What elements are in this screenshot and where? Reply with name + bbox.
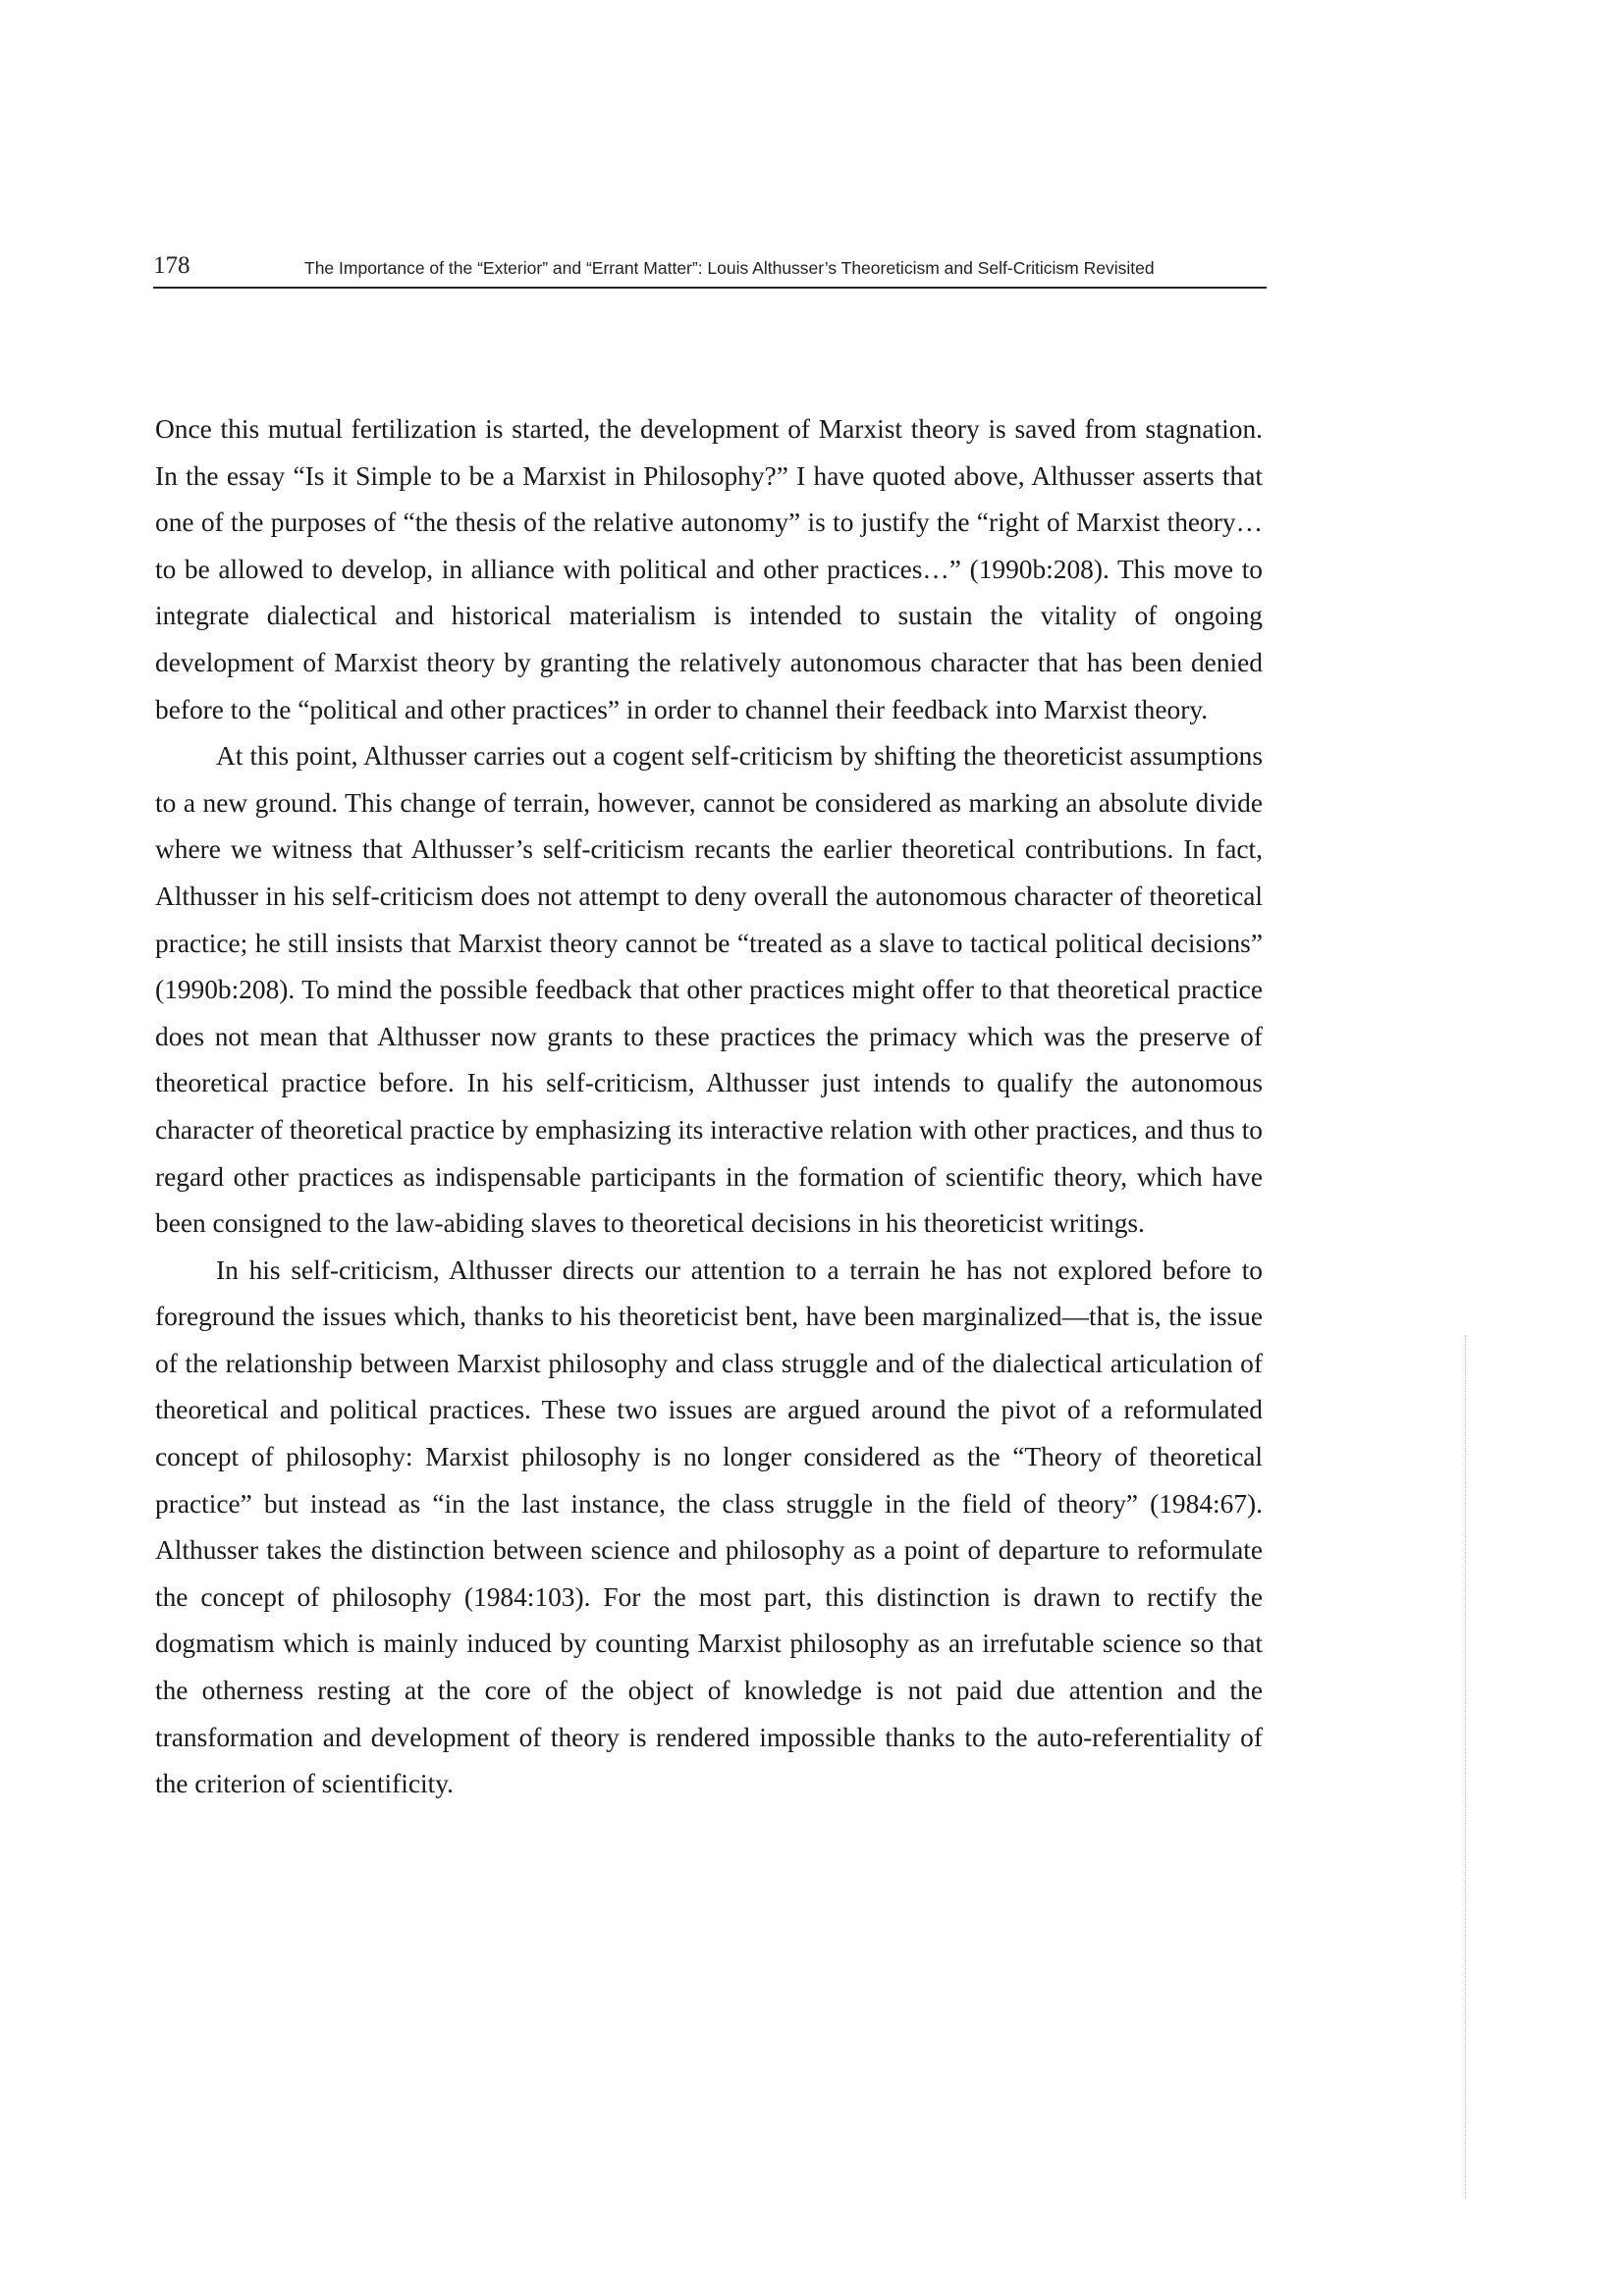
paragraph-2: At this point, Althusser carries out a cogent self-criticism by shifting the theoreticist assumptions to a new ground. This change of terrain, however, cannot be considered as marking an absolute divide where we witness that Althusser’s self-criticism recants the earlier theoretical contributions. In fact, Althusser in his self-criticism does not attempt to deny overall the autonomous character of theoretical practice; he still insists that Marxist theory cannot be “treated as a slave to tactical political decisions” (1990b:208). To mind the possible feedback that other practices might offer to that theoretical practice does not mean that Althusser now grants to these practices the primacy which was the preserve of theoretical practice before. In his self-criticism, Althusser just intends to qualify the autonomous character of theoretical practice by emphasizing its interactive relation with other practices, and thus to regard other practices as indispensable participants in the formation of scientific theory, which have been consigned to the law-abiding slaves to theoretical decisions in his theoreticist writings.	[155, 741, 1263, 1239]
running-header	[153, 251, 1267, 289]
paragraph-3: In his self-criticism, Althusser directs our attention to a terrain he has not explored before to foreground the issues which, thanks to his theoreticist bent, have been marginalized—that is, the issue of the relationship between Marxist philosophy and class struggle and of the dialectical articulation of theoretical and political practices. These two issues are argued around the pivot of a reformulated concept of philosophy: Marxist philosophy is no longer considered as the “Theory of theoretical practice” but instead as “in the last instance, the class struggle in the field of theory” (1984:67). Althusser takes the distinction between science and philosophy as a point of departure to reformulate the concept of philosophy (1984:103). For the most part, this distinction is drawn to rectify the dogmatism which is mainly induced by counting Marxist philosophy as an irrefutable science so that the otherness resting at the core of the object of knowledge is not paid due attention and the transformation and development of theory is rendered impossible thanks to the auto-referentiality of the criterion of scientificity.	[155, 1255, 1263, 1799]
running-title: The Importance of the “Exterior” and “Errant Matter”: Louis Althusser’s Theoreticism and Self-Criticism Revisited	[304, 258, 1155, 278]
paragraph-1: Once this mutual fertilization is started, the development of Marxist theory is saved from stagnation. In the essay “Is it Simple to be a Marxist in Philosophy?” I have quoted above, Althusser asserts that one of the purposes of “the thesis of the relative autonomy” is to justify the “right of Marxist theory… to be allowed to develop, in alliance with political and other practices…” (1990b:208). This move to integrate dialectical and historical materialism is intended to sustain the vitality of ongoing development of Marxist theory by granting the relatively autonomous character that has been denied before to the “political and other practices” in order to channel their feedback into Marxist theory.	[155, 414, 1263, 724]
page-number: 178	[153, 252, 190, 279]
body-text	[155, 406, 1263, 1808]
scan-margin-rule	[1465, 1335, 1466, 2199]
